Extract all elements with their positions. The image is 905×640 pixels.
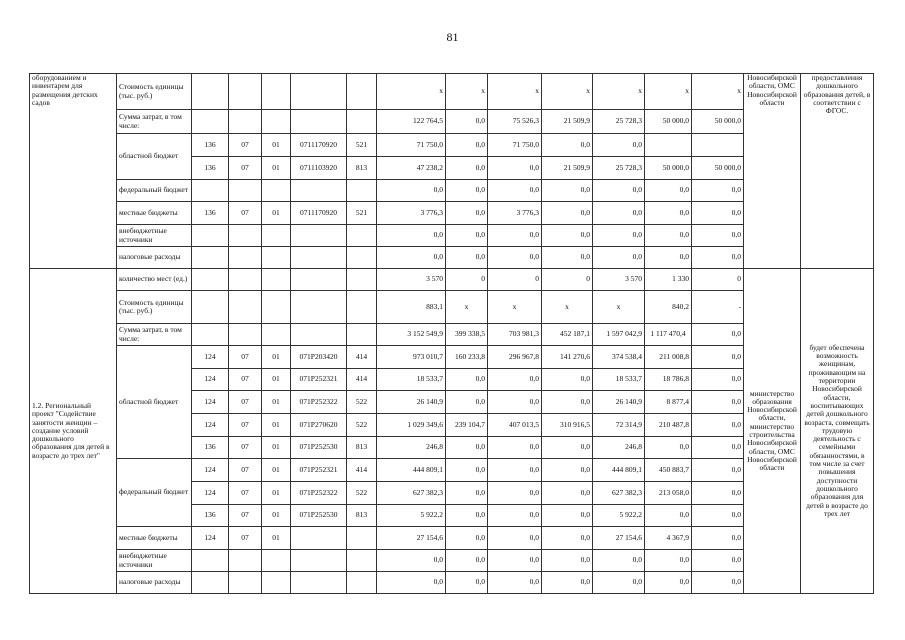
code-cell: 0711103920 bbox=[291, 157, 347, 180]
value-cell: 0,0 bbox=[377, 247, 446, 269]
activity-name: оборудованием и инвентарем для размещения детских садов bbox=[30, 74, 117, 269]
empty-cell bbox=[192, 550, 229, 572]
value-cell: 703 981,3 bbox=[488, 324, 542, 346]
value-cell: 407 013,5 bbox=[488, 414, 542, 437]
row-label: количество мест (ед.) bbox=[117, 269, 192, 291]
code-cell: 521 bbox=[347, 134, 377, 157]
code-cell: 124 bbox=[192, 414, 229, 437]
value-cell: 21 509,9 bbox=[542, 110, 593, 134]
value-cell: 0,0 bbox=[542, 459, 593, 482]
value-cell: 0,0 bbox=[593, 180, 645, 202]
value-cell: 75 526,3 bbox=[488, 110, 542, 134]
value-cell: 0,0 bbox=[488, 572, 542, 594]
value-cell: 0,0 bbox=[542, 202, 593, 225]
empty-cell bbox=[192, 180, 229, 202]
code-cell: 01 bbox=[262, 437, 291, 459]
value-cell: 0,0 bbox=[446, 247, 488, 269]
value-cell: 0 bbox=[692, 269, 744, 291]
value-cell: 210 487,8 bbox=[645, 414, 692, 437]
code-cell: 07 bbox=[229, 369, 262, 391]
value-cell: х bbox=[488, 74, 542, 110]
code-cell: 01 bbox=[262, 482, 291, 505]
value-cell: 50 000,0 bbox=[692, 157, 744, 180]
value-cell: 0,0 bbox=[542, 180, 593, 202]
value-cell: 0,0 bbox=[446, 202, 488, 225]
empty-cell bbox=[347, 572, 377, 594]
code-cell: 071P252321 bbox=[291, 369, 347, 391]
value-cell: х bbox=[692, 74, 744, 110]
value-cell: 296 967,8 bbox=[488, 346, 542, 369]
code-cell: 071P252530 bbox=[291, 505, 347, 527]
value-cell: 26 140,9 bbox=[593, 391, 645, 414]
value-cell: 374 538,4 bbox=[593, 346, 645, 369]
value-cell: 0,0 bbox=[446, 225, 488, 247]
code-cell: 124 bbox=[192, 527, 229, 550]
value-cell: 0,0 bbox=[692, 482, 744, 505]
value-cell: 0,0 bbox=[488, 180, 542, 202]
value-cell: 0,0 bbox=[692, 391, 744, 414]
value-cell: 3 570 bbox=[593, 269, 645, 291]
code-cell: 07 bbox=[229, 414, 262, 437]
code-cell: 0711170920 bbox=[291, 134, 347, 157]
value-cell: 0,0 bbox=[488, 391, 542, 414]
value-cell: 0,0 bbox=[645, 550, 692, 572]
value-cell: 0,0 bbox=[488, 550, 542, 572]
value-cell: 0,0 bbox=[446, 437, 488, 459]
value-cell: 160 233,8 bbox=[446, 346, 488, 369]
value-cell: 0,0 bbox=[488, 247, 542, 269]
value-cell: 0,0 bbox=[692, 324, 744, 346]
empty-cell bbox=[262, 269, 291, 291]
code-cell: 136 bbox=[192, 202, 229, 225]
value-cell: 0,0 bbox=[542, 391, 593, 414]
row-label: федеральный бюджет bbox=[117, 180, 192, 202]
value-cell: 0 bbox=[446, 269, 488, 291]
value-cell: 213 058,0 bbox=[645, 482, 692, 505]
empty-cell bbox=[229, 74, 262, 110]
empty-cell bbox=[229, 550, 262, 572]
value-cell: 627 382,3 bbox=[593, 482, 645, 505]
value-cell: 0 bbox=[488, 269, 542, 291]
empty-cell bbox=[347, 324, 377, 346]
value-cell: 239 104,7 bbox=[446, 414, 488, 437]
value-cell: 0,0 bbox=[593, 247, 645, 269]
value-cell: 0,0 bbox=[692, 414, 744, 437]
value-cell: х bbox=[593, 74, 645, 110]
value-cell: 0,0 bbox=[593, 550, 645, 572]
value-cell: 0,0 bbox=[692, 505, 744, 527]
empty-cell bbox=[262, 550, 291, 572]
code-cell: 071P203420 bbox=[291, 346, 347, 369]
value-cell: 26 140,9 bbox=[377, 391, 446, 414]
row-label: Сумма затрат, в том числе: bbox=[117, 110, 192, 134]
empty-cell bbox=[229, 110, 262, 134]
empty-cell bbox=[347, 225, 377, 247]
row-label: Сумма затрат, в том числе: bbox=[117, 324, 192, 346]
value-cell: 0,0 bbox=[692, 437, 744, 459]
value-cell: 0,0 bbox=[446, 157, 488, 180]
value-cell: 71 750,0 bbox=[488, 134, 542, 157]
value-cell: 627 382,3 bbox=[377, 482, 446, 505]
value-cell: 0,0 bbox=[446, 369, 488, 391]
code-cell: 813 bbox=[347, 437, 377, 459]
value-cell: 0,0 bbox=[542, 225, 593, 247]
value-cell: 27 154,6 bbox=[377, 527, 446, 550]
value-cell: 18 533,7 bbox=[593, 369, 645, 391]
empty-cell bbox=[291, 180, 347, 202]
code-cell: 01 bbox=[262, 369, 291, 391]
row-label: налоговые расходы bbox=[117, 247, 192, 269]
empty-cell bbox=[262, 247, 291, 269]
value-cell: 0,0 bbox=[542, 437, 593, 459]
empty-cell bbox=[229, 247, 262, 269]
value-cell: 0,0 bbox=[542, 482, 593, 505]
code-cell: 124 bbox=[192, 346, 229, 369]
code-cell: 07 bbox=[229, 482, 262, 505]
value-cell: 0,0 bbox=[645, 225, 692, 247]
value-cell: 0,0 bbox=[542, 572, 593, 594]
value-cell: х bbox=[542, 74, 593, 110]
empty-cell bbox=[347, 247, 377, 269]
value-cell: х bbox=[446, 291, 488, 324]
empty-cell bbox=[291, 110, 347, 134]
executor: министерство образования Новосибирской области, министерство строительства Новосибирской области, ОМС Новосибирской области bbox=[744, 269, 801, 594]
value-cell: 5 922,2 bbox=[593, 505, 645, 527]
code-cell: 071P252322 bbox=[291, 482, 347, 505]
empty-cell bbox=[262, 324, 291, 346]
value-cell: 444 809,1 bbox=[593, 459, 645, 482]
value-cell: 0,0 bbox=[645, 572, 692, 594]
empty-cell bbox=[192, 110, 229, 134]
code-cell: 136 bbox=[192, 437, 229, 459]
value-cell: 0,0 bbox=[692, 572, 744, 594]
value-cell: 0,0 bbox=[593, 572, 645, 594]
row-label: налоговые расходы bbox=[117, 572, 192, 594]
value-cell: 452 187,1 bbox=[542, 324, 593, 346]
table-row bbox=[30, 269, 874, 291]
code-cell: 01 bbox=[262, 134, 291, 157]
empty-cell bbox=[645, 134, 692, 157]
value-cell: 1 029 349,6 bbox=[377, 414, 446, 437]
code-cell: 01 bbox=[262, 414, 291, 437]
value-cell: х bbox=[645, 74, 692, 110]
budget-table bbox=[29, 73, 874, 594]
value-cell: 0,0 bbox=[488, 505, 542, 527]
empty-cell bbox=[291, 324, 347, 346]
value-cell: х bbox=[446, 74, 488, 110]
empty-cell bbox=[291, 269, 347, 291]
empty-cell bbox=[192, 291, 229, 324]
value-cell: 0,0 bbox=[645, 505, 692, 527]
value-cell: 21 509,9 bbox=[542, 157, 593, 180]
row-label: областной бюджет bbox=[117, 346, 192, 459]
code-cell: 071P252530 bbox=[291, 437, 347, 459]
empty-cell bbox=[291, 225, 347, 247]
value-cell: 1 597 042,9 bbox=[593, 324, 645, 346]
value-cell: 0,0 bbox=[692, 550, 744, 572]
value-cell: 18 786,8 bbox=[645, 369, 692, 391]
empty-cell bbox=[192, 74, 229, 110]
value-cell: 0,0 bbox=[542, 369, 593, 391]
value-cell: 0,0 bbox=[542, 134, 593, 157]
code-cell: 124 bbox=[192, 459, 229, 482]
empty-cell bbox=[291, 550, 347, 572]
empty-cell bbox=[229, 225, 262, 247]
code-cell: 136 bbox=[192, 157, 229, 180]
value-cell: х bbox=[542, 291, 593, 324]
empty-cell bbox=[192, 269, 229, 291]
code-cell: 136 bbox=[192, 505, 229, 527]
value-cell: 0,0 bbox=[542, 505, 593, 527]
value-cell: 1 117 470,4 bbox=[645, 324, 692, 346]
value-cell: 0,0 bbox=[692, 247, 744, 269]
value-cell: 0,0 bbox=[488, 437, 542, 459]
value-cell: - bbox=[692, 291, 744, 324]
value-cell: 883,1 bbox=[377, 291, 446, 324]
code-cell: 07 bbox=[229, 202, 262, 225]
value-cell: 0,0 bbox=[645, 437, 692, 459]
code-cell: 07 bbox=[229, 391, 262, 414]
row-label: внебюджетные источники bbox=[117, 225, 192, 247]
value-cell: 0,0 bbox=[542, 247, 593, 269]
value-cell: 0,0 bbox=[446, 550, 488, 572]
value-cell: 444 809,1 bbox=[377, 459, 446, 482]
code-cell: 813 bbox=[347, 157, 377, 180]
value-cell: 0,0 bbox=[446, 505, 488, 527]
value-cell: 0,0 bbox=[488, 369, 542, 391]
empty-cell bbox=[192, 225, 229, 247]
value-cell: 246,8 bbox=[377, 437, 446, 459]
value-cell: 0,0 bbox=[377, 550, 446, 572]
value-cell: 0,0 bbox=[692, 459, 744, 482]
code-cell: 01 bbox=[262, 459, 291, 482]
empty-cell bbox=[262, 225, 291, 247]
empty-cell bbox=[291, 291, 347, 324]
empty-cell bbox=[347, 269, 377, 291]
empty-cell bbox=[192, 247, 229, 269]
value-cell: 47 238,2 bbox=[377, 157, 446, 180]
value-cell: 0,0 bbox=[446, 482, 488, 505]
empty-cell bbox=[692, 134, 744, 157]
code-cell: 01 bbox=[262, 202, 291, 225]
value-cell: 0 bbox=[542, 269, 593, 291]
code-cell: 124 bbox=[192, 482, 229, 505]
code-cell: 01 bbox=[262, 391, 291, 414]
empty-cell bbox=[262, 74, 291, 110]
empty-cell bbox=[192, 324, 229, 346]
value-cell: 72 314,9 bbox=[593, 414, 645, 437]
value-cell: 5 922,2 bbox=[377, 505, 446, 527]
value-cell: 0,0 bbox=[542, 550, 593, 572]
value-cell: 50 000,0 bbox=[692, 110, 744, 134]
code-cell: 07 bbox=[229, 437, 262, 459]
value-cell: 25 728,3 bbox=[593, 157, 645, 180]
row-label: Стоимость единицы (тыс. руб.) bbox=[117, 74, 192, 110]
value-cell: 50 000,0 bbox=[645, 157, 692, 180]
row-label: Стоимость единицы (тыс. руб.) bbox=[117, 291, 192, 324]
value-cell: 450 883,7 bbox=[645, 459, 692, 482]
code-cell: 07 bbox=[229, 527, 262, 550]
code-cell: 01 bbox=[262, 346, 291, 369]
empty-cell bbox=[347, 550, 377, 572]
value-cell: 0,0 bbox=[645, 180, 692, 202]
value-cell: х bbox=[593, 291, 645, 324]
empty-cell bbox=[347, 291, 377, 324]
value-cell: 0,0 bbox=[377, 225, 446, 247]
value-cell: 0,0 bbox=[645, 202, 692, 225]
value-cell: 0,0 bbox=[488, 225, 542, 247]
empty-cell bbox=[229, 324, 262, 346]
row-label: федеральный бюджет bbox=[117, 459, 192, 527]
value-cell: 0,0 bbox=[446, 110, 488, 134]
empty-cell bbox=[347, 180, 377, 202]
empty-cell bbox=[291, 572, 347, 594]
empty-cell bbox=[347, 527, 377, 550]
empty-cell bbox=[192, 572, 229, 594]
value-cell: 0,0 bbox=[692, 202, 744, 225]
empty-cell bbox=[347, 110, 377, 134]
code-cell: 07 bbox=[229, 505, 262, 527]
code-cell: 813 bbox=[347, 505, 377, 527]
value-cell: 71 750,0 bbox=[377, 134, 446, 157]
value-cell: 211 008,8 bbox=[645, 346, 692, 369]
value-cell: 1 330 bbox=[645, 269, 692, 291]
empty-cell bbox=[347, 74, 377, 110]
code-cell: 521 bbox=[347, 202, 377, 225]
code-cell: 124 bbox=[192, 369, 229, 391]
table-body bbox=[30, 74, 874, 594]
empty-cell bbox=[229, 291, 262, 324]
row-label: местные бюджеты bbox=[117, 527, 192, 550]
value-cell: 0,0 bbox=[488, 459, 542, 482]
code-cell: 01 bbox=[262, 157, 291, 180]
value-cell: 0,0 bbox=[593, 225, 645, 247]
value-cell: 8 877,4 bbox=[645, 391, 692, 414]
code-cell: 136 bbox=[192, 134, 229, 157]
value-cell: 122 764,5 bbox=[377, 110, 446, 134]
code-cell: 07 bbox=[229, 346, 262, 369]
value-cell: 246,8 bbox=[593, 437, 645, 459]
expected-result: предоставления дошкольного образования детей, в соответствии с ФГОС. bbox=[801, 74, 874, 269]
empty-cell bbox=[262, 572, 291, 594]
value-cell: 0,0 bbox=[692, 369, 744, 391]
value-cell: 3 570 bbox=[377, 269, 446, 291]
value-cell: 0,0 bbox=[542, 527, 593, 550]
code-cell: 07 bbox=[229, 459, 262, 482]
code-cell: 124 bbox=[192, 391, 229, 414]
value-cell: х bbox=[377, 74, 446, 110]
value-cell: 0,0 bbox=[446, 134, 488, 157]
value-cell: 0,0 bbox=[488, 157, 542, 180]
value-cell: х bbox=[488, 291, 542, 324]
value-cell: 141 270,6 bbox=[542, 346, 593, 369]
empty-cell bbox=[229, 180, 262, 202]
empty-cell bbox=[262, 180, 291, 202]
value-cell: 399 338,5 bbox=[446, 324, 488, 346]
value-cell: 310 916,5 bbox=[542, 414, 593, 437]
value-cell: 3 152 549,9 bbox=[377, 324, 446, 346]
code-cell: 0711170920 bbox=[291, 202, 347, 225]
value-cell: 0,0 bbox=[377, 572, 446, 594]
value-cell: 3 776,3 bbox=[488, 202, 542, 225]
value-cell: 0,0 bbox=[446, 391, 488, 414]
value-cell: 0,0 bbox=[593, 202, 645, 225]
value-cell: 0,0 bbox=[488, 527, 542, 550]
empty-cell bbox=[262, 110, 291, 134]
value-cell: 0,0 bbox=[446, 459, 488, 482]
code-cell: 522 bbox=[347, 482, 377, 505]
row-label: местные бюджеты bbox=[117, 202, 192, 225]
value-cell: 27 154,6 bbox=[593, 527, 645, 550]
empty-cell bbox=[262, 291, 291, 324]
empty-cell bbox=[229, 572, 262, 594]
value-cell: 0,0 bbox=[593, 134, 645, 157]
value-cell: 0,0 bbox=[446, 527, 488, 550]
value-cell: 0,0 bbox=[692, 346, 744, 369]
code-cell: 07 bbox=[229, 157, 262, 180]
code-cell: 01 bbox=[262, 527, 291, 550]
code-cell: 414 bbox=[347, 369, 377, 391]
value-cell: 973 010,7 bbox=[377, 346, 446, 369]
code-cell: 414 bbox=[347, 346, 377, 369]
code-cell: 071P252321 bbox=[291, 459, 347, 482]
empty-cell bbox=[291, 527, 347, 550]
code-cell: 522 bbox=[347, 414, 377, 437]
code-cell: 522 bbox=[347, 391, 377, 414]
value-cell: 0,0 bbox=[446, 572, 488, 594]
value-cell: 0,0 bbox=[377, 180, 446, 202]
row-label: областной бюджет bbox=[117, 134, 192, 180]
code-cell: 414 bbox=[347, 459, 377, 482]
activity-name: 1.2. Региональный проект "Содействие занятости женщин – создание условий дошкольного образования для детей в возрасте до трех лет" bbox=[30, 269, 117, 594]
value-cell: 0,0 bbox=[645, 247, 692, 269]
code-cell: 07 bbox=[229, 134, 262, 157]
value-cell: 0,0 bbox=[446, 180, 488, 202]
row-label: внебюджетные источники bbox=[117, 550, 192, 572]
empty-cell bbox=[291, 247, 347, 269]
code-cell: 01 bbox=[262, 505, 291, 527]
code-cell: 071P252322 bbox=[291, 391, 347, 414]
value-cell: 25 728,3 bbox=[593, 110, 645, 134]
value-cell: 3 776,3 bbox=[377, 202, 446, 225]
value-cell: 50 000,0 bbox=[645, 110, 692, 134]
value-cell: 0,0 bbox=[488, 482, 542, 505]
value-cell: 4 367,9 bbox=[645, 527, 692, 550]
table-row bbox=[30, 74, 874, 110]
expected-result: будет обеспечена возможность женщинам, проживающим на территории Новосибирской области, воспитывающих детей дошкольного возраста, совмещать трудовую деятельность с семейными обязанностями, в том числе за счет повышения доступности дошкольного образования для детей в возрасте до трех лет bbox=[801, 269, 874, 594]
value-cell: 0,0 bbox=[692, 527, 744, 550]
value-cell: 0,0 bbox=[692, 180, 744, 202]
empty-cell bbox=[229, 269, 262, 291]
executor: Новосибирской области, ОМС Новосибирской области bbox=[744, 74, 801, 269]
value-cell: 18 533,7 bbox=[377, 369, 446, 391]
value-cell: 840,2 bbox=[645, 291, 692, 324]
value-cell: 0,0 bbox=[692, 225, 744, 247]
code-cell: 071P270620 bbox=[291, 414, 347, 437]
empty-cell bbox=[291, 74, 347, 110]
page-number: 81 bbox=[446, 30, 459, 44]
